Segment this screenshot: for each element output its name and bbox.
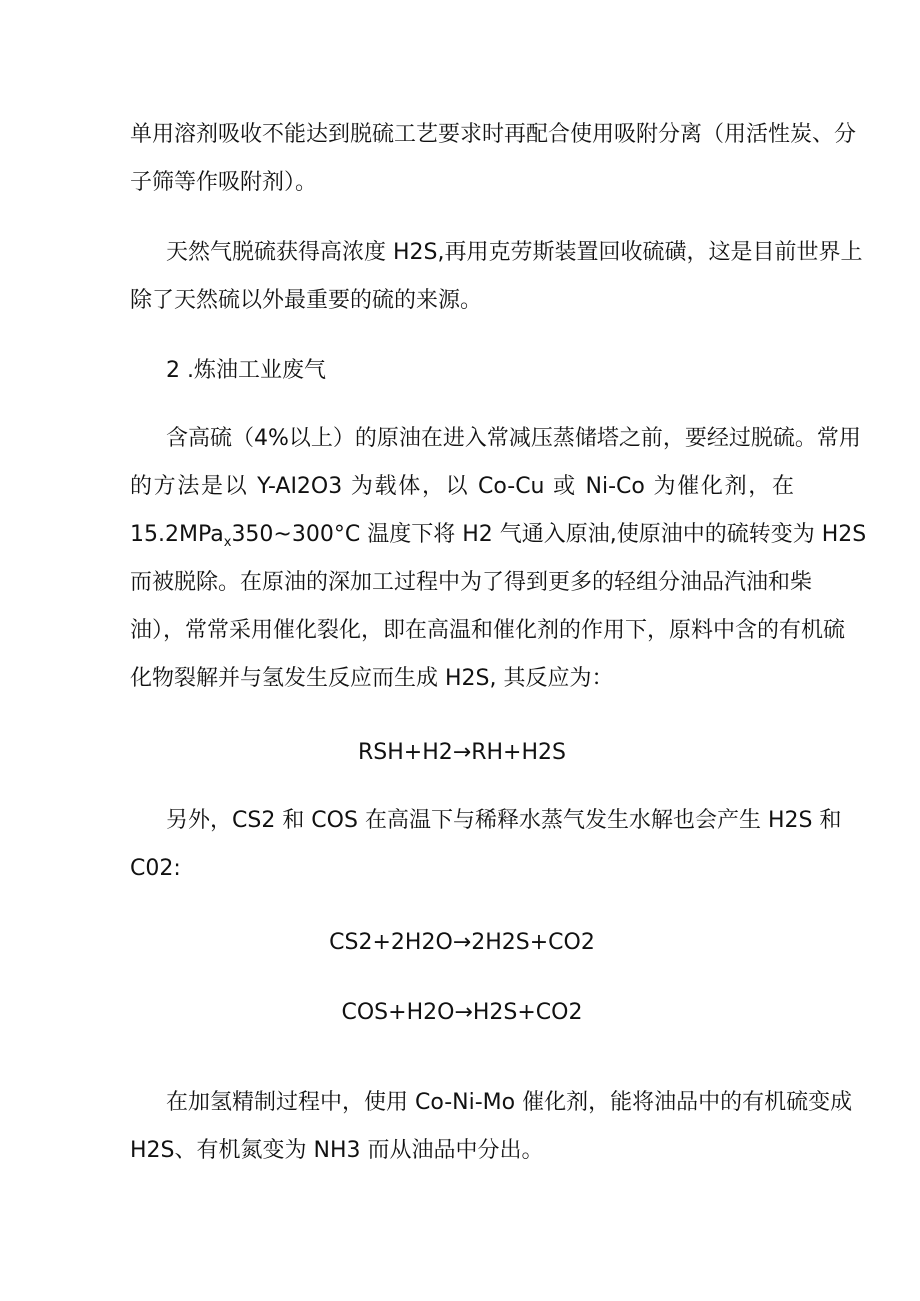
section-heading: 2 .炼油工业废气 bbox=[166, 358, 326, 383]
paragraph-2-line-2: 除了天然硫以外最重要的硫的来源。 bbox=[130, 288, 483, 313]
equation-1: RSH+H2→RH+H2S bbox=[358, 740, 566, 765]
paragraph-1-line-2: 子筛等作吸附剂）。 bbox=[130, 170, 318, 195]
pressure-value: 15.2MPa bbox=[130, 522, 224, 547]
paragraph-3-line-4: 而被脱除。在原油的深加工过程中为了得到更多的轻组分油品汽油和柴 bbox=[130, 570, 813, 595]
paragraph-3-line-3 bbox=[130, 520, 867, 558]
paragraph-1-line-1: 单用溶剂吸收不能达到脱硫工艺要求时再配合使用吸附分离（用活性炭、分 bbox=[130, 122, 857, 147]
pressure-subscript: x bbox=[223, 535, 232, 550]
paragraph-3-line-1: 含高硫（4%以上）的原油在进入常减压蒸储塔之前，要经过脱硫。常用 bbox=[166, 426, 861, 451]
paragraph-2-line-1: 天然气脱硫获得高浓度 H2S,再用克劳斯装置回收硫磺，这是目前世界上 bbox=[166, 240, 863, 265]
paragraph-3-line-5: 油），常常采用催化裂化，即在高温和催化剂的作用下，原料中含的有机硫 bbox=[130, 618, 846, 643]
paragraph-5-line-1: 在加氢精制过程中，使用 Co-Ni-Mo 催化剂，能将油品中的有机硫变成 bbox=[166, 1090, 853, 1115]
paragraph-3-line-6: 化物裂解并与氢发生反应而生成 H2S, 其反应为： bbox=[130, 666, 614, 691]
paragraph-4-line-1: 另外，CS2 和 COS 在高温下与稀释水蒸气发生水解也会产生 H2S 和 bbox=[166, 808, 842, 833]
temperature-text: 350~300°C 温度下将 H2 气通入原油,使原油中的硫转变为 H2S bbox=[231, 522, 867, 547]
paragraph-4-line-2: C02: bbox=[130, 856, 181, 881]
paragraph-5-line-2: H2S、有机氮变为 NH3 而从油品中分出。 bbox=[130, 1138, 544, 1163]
equation-3: COS+H2O→H2S+CO2 bbox=[341, 1000, 583, 1025]
paragraph-3-line-2: 的方法是以 Y-AI2O3 为载体，以 Co-Cu 或 Ni-Co 为催化剂，在 bbox=[130, 474, 794, 499]
equation-2: CS2+2H2O→2H2S+CO2 bbox=[329, 930, 595, 955]
